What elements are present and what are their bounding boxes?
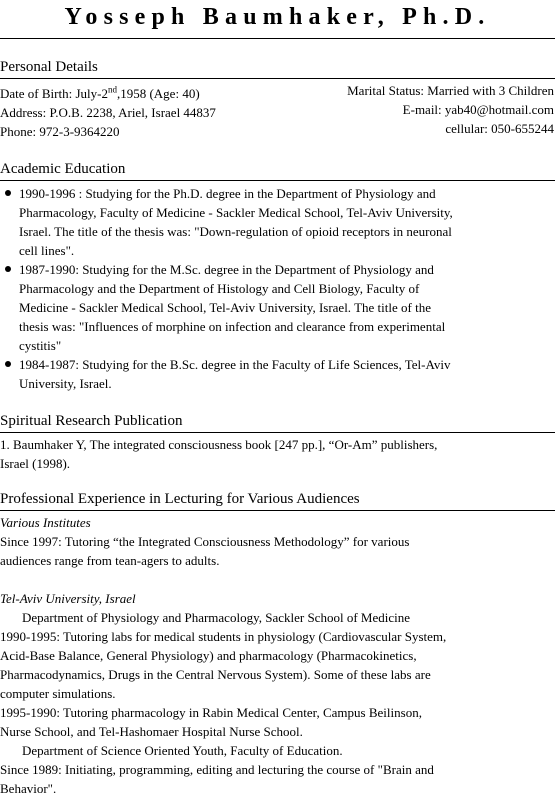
publication-line: 1. Baumhaker Y, The integrated consciousness book [247 pp.], “Or-Am” publishers, bbox=[0, 437, 438, 452]
section-rule-personal bbox=[0, 78, 555, 79]
header-rule bbox=[0, 38, 555, 39]
address: Address: P.O.B. 2238, Ariel, Israel 44837 bbox=[0, 105, 216, 120]
bullet-icon bbox=[5, 361, 11, 367]
education-line: Israel. The title of the thesis was: "Down-regulation of opioid receptors in neuronal bbox=[19, 224, 452, 239]
experience-line: Pharmacodynamics, Drugs in the Central Nervous System). Some of these labs are bbox=[0, 667, 431, 682]
institutes-heading: Various Institutes bbox=[0, 515, 91, 530]
education-item bbox=[0, 260, 555, 355]
education-line: 1984-1987: Studying for the B.Sc. degree in the Faculty of Life Sciences, Tel-Aviv bbox=[19, 357, 451, 372]
experience-line: audiences range from tean-agers to adults. bbox=[0, 553, 220, 568]
spacer bbox=[0, 570, 446, 589]
education-line: 1990-1996 : Studying for the Ph.D. degree in the Department of Physiology and bbox=[19, 186, 436, 201]
experience-body bbox=[0, 513, 446, 798]
section-rule-experience bbox=[0, 510, 555, 511]
education-line: thesis was: "Influences of morphine on infection and clearance from experimental bbox=[19, 319, 446, 334]
publication-entry bbox=[0, 435, 437, 473]
bullet-icon bbox=[5, 190, 11, 196]
marital-status: Marital Status: Married with 3 Children bbox=[347, 83, 554, 98]
education-line: Medicine - Sackler Medical School, Tel-Aviv University, Israel. The title of the bbox=[19, 300, 431, 315]
tau-heading: Tel-Aviv University, Israel bbox=[0, 591, 136, 606]
experience-line: Since 1989: Initiating, programming, editing and lecturing the course of "Brain and bbox=[0, 762, 434, 777]
tau-department: Department of Science Oriented Youth, Faculty of Education. bbox=[22, 743, 343, 758]
section-rule-education bbox=[0, 180, 555, 181]
experience-line: Nurse School, and Tel-Hashomaer Hospital Nurse School. bbox=[0, 724, 303, 739]
education-line: Pharmacology, Faculty of Medicine - Sackler Medical School, Tel-Aviv University, bbox=[19, 205, 453, 220]
education-list bbox=[0, 184, 555, 393]
education-item bbox=[0, 184, 555, 260]
tau-department: Department of Physiology and Pharmacology, Sackler School of Medicine bbox=[22, 610, 410, 625]
education-line: cell lines". bbox=[19, 243, 75, 258]
candidate-name: Yosseph Baumhaker, Ph.D. bbox=[64, 4, 491, 30]
education-item bbox=[0, 355, 555, 393]
experience-line: 1990-1995: Tutoring labs for medical students in physiology (Cardiovascular System, bbox=[0, 629, 447, 644]
experience-line: Since 1997: Tutoring “the Integrated Consciousness Methodology” for various bbox=[0, 534, 410, 549]
section-title-education: Academic Education bbox=[0, 161, 126, 177]
section-title-publication: Spiritual Research Publication bbox=[0, 413, 183, 429]
experience-line: Acid-Base Balance, General Physiology) and pharmacology (Pharmacokinetics, bbox=[0, 648, 417, 663]
publication-line: Israel (1998). bbox=[0, 456, 71, 471]
section-title-experience: Professional Experience in Lecturing for Various Audiences bbox=[0, 491, 360, 507]
section-title-personal: Personal Details bbox=[0, 59, 98, 75]
section-rule-publication bbox=[0, 432, 555, 433]
experience-line: Behavior". bbox=[0, 781, 57, 796]
education-line: 1987-1990: Studying for the M.Sc. degree in the Department of Physiology and bbox=[19, 262, 434, 277]
education-line: University, Israel. bbox=[19, 376, 112, 391]
education-line: cystitis" bbox=[19, 338, 62, 353]
cellular: cellular: 050-655244 bbox=[445, 121, 554, 136]
phone: Phone: 972-3-9364220 bbox=[0, 124, 120, 139]
education-list-wrap bbox=[0, 184, 555, 393]
personal-right bbox=[347, 81, 554, 138]
experience-line: 1995-1990: Tutoring pharmacology in Rabin Medical Center, Campus Beilinson, bbox=[0, 705, 422, 720]
personal-left bbox=[0, 84, 216, 141]
date-of-birth: Date of Birth: July-2nd,1958 (Age: 40) bbox=[0, 84, 200, 101]
education-line: Pharmacology and the Department of Histology and Cell Biology, Faculty of bbox=[19, 281, 420, 296]
email: E-mail: yab40@hotmail.com bbox=[402, 102, 554, 117]
bullet-icon bbox=[5, 266, 11, 272]
experience-line: computer simulations. bbox=[0, 686, 116, 701]
